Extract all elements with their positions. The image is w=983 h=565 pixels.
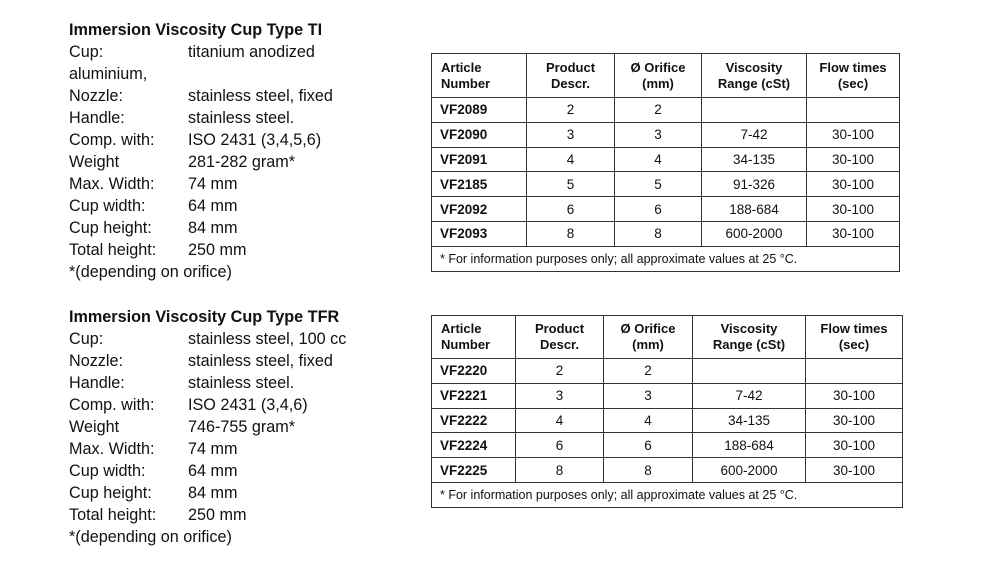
spec-value: 64 mm <box>188 197 238 215</box>
spec-value: stainless steel. <box>188 109 295 127</box>
spec-row <box>69 328 369 350</box>
spec-row <box>69 173 369 195</box>
cell-product: 6 <box>516 433 604 458</box>
cell-article: VF2092 <box>432 197 527 222</box>
spec-label: Handle: <box>69 109 125 127</box>
cell-product: 6 <box>527 197 615 222</box>
cell-viscosity: 188-684 <box>693 433 806 458</box>
spec-row <box>69 438 369 460</box>
spec-row <box>69 85 369 107</box>
viscosity-table-tfr <box>431 315 903 508</box>
table-row <box>432 221 900 246</box>
table-row <box>432 147 900 172</box>
header-orifice: Ø Orifice (mm) <box>615 54 702 98</box>
spec-value: ISO 2431 (3,4,5,6) <box>188 131 322 149</box>
spec-footnote: *(depending on orifice) <box>69 263 232 281</box>
cell-viscosity: 600-2000 <box>702 221 807 246</box>
cell-flow-time: 30-100 <box>806 458 903 483</box>
header-orifice: Ø Orifice (mm) <box>604 316 693 359</box>
cell-product: 2 <box>527 98 615 123</box>
table-row <box>432 433 903 458</box>
cell-orifice: 3 <box>615 122 702 147</box>
viscosity-table-ti <box>431 53 900 272</box>
spec-value: stainless steel, 100 cc <box>188 330 347 348</box>
cell-orifice: 4 <box>604 408 693 433</box>
spec-row <box>69 151 369 173</box>
cell-viscosity: 600-2000 <box>693 458 806 483</box>
cell-viscosity: 34-135 <box>693 408 806 433</box>
table-row <box>432 408 903 433</box>
table-row <box>432 383 903 408</box>
cell-flow-time: 30-100 <box>806 383 903 408</box>
spec-row <box>69 217 369 239</box>
spec-value: 84 mm <box>188 219 238 237</box>
cell-flow-time <box>806 359 903 384</box>
spec-label: Cup height: <box>69 219 152 237</box>
cell-product: 5 <box>527 172 615 197</box>
cell-product: 4 <box>516 408 604 433</box>
table-header-row <box>432 54 900 98</box>
spec-label: Nozzle: <box>69 87 123 105</box>
spec-value: 74 mm <box>188 175 238 193</box>
cell-flow-time: 30-100 <box>807 221 900 246</box>
spec-value: 84 mm <box>188 484 238 502</box>
cell-article: VF2220 <box>432 359 516 384</box>
header-article-number: Article Number <box>432 316 516 359</box>
cell-viscosity: 7-42 <box>693 383 806 408</box>
spec-row <box>69 350 369 372</box>
cell-viscosity: 91-326 <box>702 172 807 197</box>
cell-viscosity <box>693 359 806 384</box>
cell-product: 8 <box>527 221 615 246</box>
spec-row <box>69 41 369 63</box>
cell-viscosity <box>702 98 807 123</box>
cell-article: VF2221 <box>432 383 516 408</box>
spec-label: Total height: <box>69 506 157 524</box>
cell-article: VF2185 <box>432 172 527 197</box>
cell-viscosity: 7-42 <box>702 122 807 147</box>
cell-article: VF2222 <box>432 408 516 433</box>
table-row <box>432 197 900 222</box>
header-viscosity-range: Viscosity Range (cSt) <box>702 54 807 98</box>
spec-title: Immersion Viscosity Cup Type TFR <box>69 308 340 326</box>
cell-product: 3 <box>516 383 604 408</box>
cell-orifice: 2 <box>615 98 702 123</box>
spec-row <box>69 195 369 217</box>
cell-viscosity: 34-135 <box>702 147 807 172</box>
spec-value: 746-755 gram* <box>188 418 296 436</box>
spec-block-ti <box>69 19 369 283</box>
spec-value: ISO 2431 (3,4,6) <box>188 396 308 414</box>
cell-orifice: 8 <box>604 458 693 483</box>
cell-orifice: 8 <box>615 221 702 246</box>
spec-value: stainless steel. <box>188 374 295 392</box>
cell-article: VF2090 <box>432 122 527 147</box>
spec-value: 250 mm <box>188 506 247 524</box>
spec-label: Comp. with: <box>69 396 155 414</box>
cell-product: 4 <box>527 147 615 172</box>
spec-label: Weight <box>69 153 120 171</box>
spec-row <box>69 372 369 394</box>
cell-viscosity: 188-684 <box>702 197 807 222</box>
spec-value: 64 mm <box>188 462 238 480</box>
spec-value: stainless steel, fixed <box>188 352 333 370</box>
spec-label: Cup height: <box>69 484 152 502</box>
cell-orifice: 4 <box>615 147 702 172</box>
cell-article: VF2224 <box>432 433 516 458</box>
header-product-descr: Product Descr. <box>516 316 604 359</box>
spec-label: Cup width: <box>69 197 146 215</box>
cell-flow-time: 30-100 <box>807 172 900 197</box>
header-flow-times: Flow times (sec) <box>807 54 900 98</box>
spec-value: 281-282 gram* <box>188 153 296 171</box>
spec-label: Max. Width: <box>69 440 155 458</box>
spec-row <box>69 107 369 129</box>
cell-flow-time: 30-100 <box>807 122 900 147</box>
table-note: * For information purposes only; all approximate values at 25 °C. <box>432 246 900 271</box>
cell-flow-time: 30-100 <box>806 433 903 458</box>
cell-orifice: 6 <box>604 433 693 458</box>
header-article-number: Article Number <box>432 54 527 98</box>
header-product-descr: Product Descr. <box>527 54 615 98</box>
table-note-row <box>432 246 900 271</box>
cell-article: VF2091 <box>432 147 527 172</box>
spec-label: Nozzle: <box>69 352 123 370</box>
spec-row <box>69 504 369 526</box>
spec-label: Cup: <box>69 43 104 61</box>
spec-footnote: *(depending on orifice) <box>69 528 232 546</box>
cell-flow-time: 30-100 <box>807 147 900 172</box>
spec-label: Cup width: <box>69 462 146 480</box>
spec-value: 250 mm <box>188 241 247 259</box>
cell-orifice: 3 <box>604 383 693 408</box>
spec-value: titanium anodized <box>188 43 315 61</box>
table-note: * For information purposes only; all approximate values at 25 °C. <box>432 482 903 507</box>
cell-product: 8 <box>516 458 604 483</box>
spec-row <box>69 239 369 261</box>
table-note-row <box>432 482 903 507</box>
cell-orifice: 2 <box>604 359 693 384</box>
cell-product: 2 <box>516 359 604 384</box>
table-row <box>432 172 900 197</box>
header-viscosity-range: Viscosity Range (cSt) <box>693 316 806 359</box>
spec-label: Total height: <box>69 241 157 259</box>
spec-label: Weight <box>69 418 120 436</box>
cell-article: VF2089 <box>432 98 527 123</box>
spec-value: 74 mm <box>188 440 238 458</box>
spec-value: stainless steel, fixed <box>188 87 333 105</box>
spec-row <box>69 394 369 416</box>
spec-row <box>69 416 369 438</box>
cell-article: VF2093 <box>432 221 527 246</box>
table-row <box>432 359 903 384</box>
table-row <box>432 122 900 147</box>
cell-flow-time: 30-100 <box>806 408 903 433</box>
cell-orifice: 6 <box>615 197 702 222</box>
spec-value-wrap: aluminium, <box>69 65 148 83</box>
spec-title: Immersion Viscosity Cup Type TI <box>69 21 323 39</box>
cell-orifice: 5 <box>615 172 702 197</box>
spec-block-tfr <box>69 306 369 548</box>
cell-product: 3 <box>527 122 615 147</box>
spec-row <box>69 129 369 151</box>
spec-label: Max. Width: <box>69 175 155 193</box>
spec-label: Cup: <box>69 330 104 348</box>
spec-label: Comp. with: <box>69 131 155 149</box>
cell-flow-time: 30-100 <box>807 197 900 222</box>
spec-label: Handle: <box>69 374 125 392</box>
cell-flow-time <box>807 98 900 123</box>
table-header-row <box>432 316 903 359</box>
table-row <box>432 98 900 123</box>
cell-article: VF2225 <box>432 458 516 483</box>
header-flow-times: Flow times (sec) <box>806 316 903 359</box>
spec-row <box>69 482 369 504</box>
table-row <box>432 458 903 483</box>
spec-row <box>69 460 369 482</box>
